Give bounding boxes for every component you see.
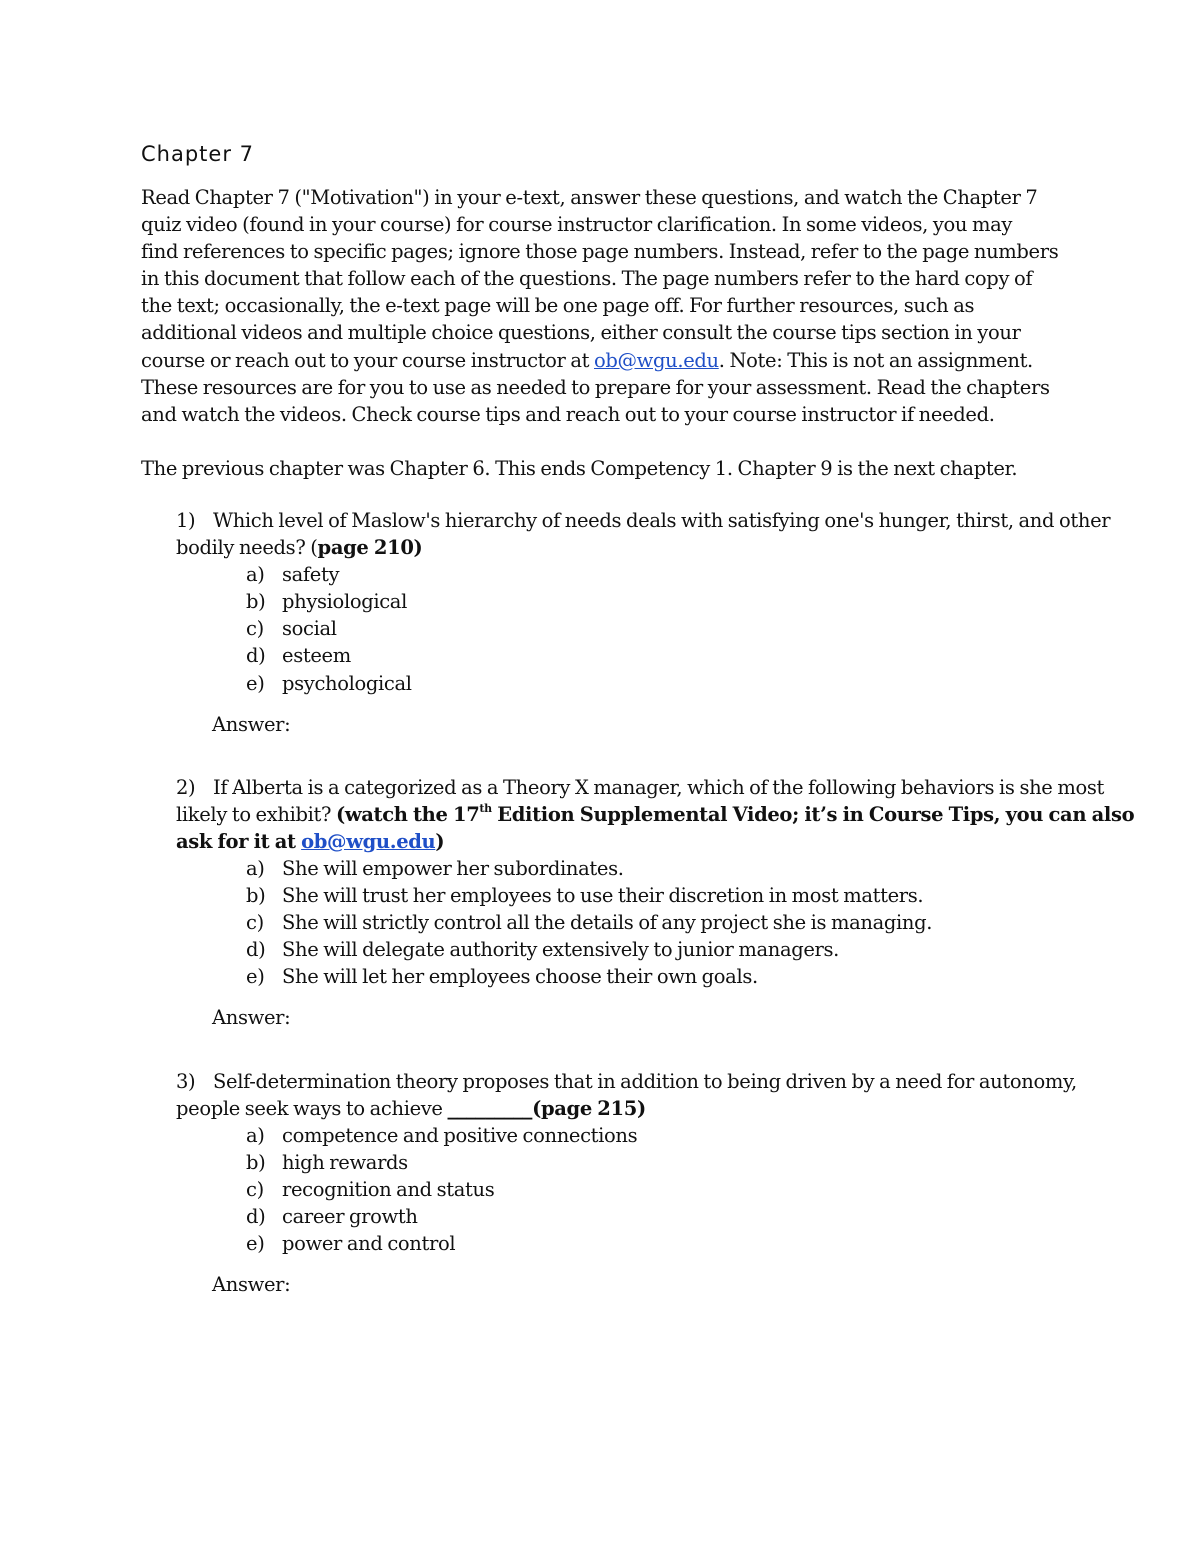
question-text-line xyxy=(176,1068,1126,1095)
option-item xyxy=(246,1122,1126,1149)
option-letter: b) xyxy=(246,884,266,908)
answer-options xyxy=(176,1122,1126,1257)
question-2 xyxy=(176,774,1135,1032)
intro-line: These resources are for you to use as needed to prepare for your assessment. Read the chapters xyxy=(141,375,1050,399)
video-reference: ask for it at xyxy=(176,829,302,853)
option-text: safety xyxy=(282,563,340,587)
option-text: esteem xyxy=(282,644,351,668)
option-letter: e) xyxy=(246,671,265,695)
option-item xyxy=(246,963,1126,990)
option-letter: e) xyxy=(246,1232,265,1256)
question-text-line xyxy=(176,801,1135,828)
intro-paragraph xyxy=(141,184,1071,428)
question-number: 1) xyxy=(176,508,196,532)
option-text: high rewards xyxy=(282,1150,408,1174)
option-letter: b) xyxy=(246,590,266,614)
email-link[interactable]: ob@wgu.edu xyxy=(594,348,719,372)
option-item xyxy=(246,642,1126,669)
video-reference: Edition Supplemental Video; it’s in Course Tips, you can also xyxy=(491,802,1135,826)
question-text-line xyxy=(176,507,1126,534)
answer-options xyxy=(176,855,1126,990)
option-item xyxy=(246,561,1126,588)
question-text-line xyxy=(176,1095,1126,1122)
question-text: Which level of Maslow's hierarchy of needs deals with satisfying one's hunger, thirst, and other xyxy=(213,508,1111,532)
intro-line: and watch the videos. Check course tips and reach out to your course instructor if needed. xyxy=(141,402,995,426)
option-letter: b) xyxy=(246,1150,266,1174)
option-text: She will delegate authority extensively to junior managers. xyxy=(282,938,840,962)
option-text: psychological xyxy=(282,671,412,695)
question-text: likely to exhibit? xyxy=(176,802,336,826)
question-text-line xyxy=(176,828,1126,855)
chapter-title: Chapter 7 xyxy=(141,142,254,166)
question-text: people seek ways to achieve xyxy=(176,1096,448,1120)
answer-options xyxy=(176,561,1126,696)
option-item xyxy=(246,855,1126,882)
question-number: 2) xyxy=(176,775,196,799)
option-letter: a) xyxy=(246,856,265,880)
question-text-line xyxy=(176,774,1126,801)
option-text: She will empower her subordinates. xyxy=(282,856,624,880)
intro-line: additional videos and multiple choice questions, either consult the course tips section in your xyxy=(141,321,1021,345)
option-text: She will strictly control all the details of any project she is managing. xyxy=(282,911,933,935)
option-item xyxy=(246,882,1126,909)
question-text: Self-determination theory proposes that in addition to being driven by a need for autonomy, xyxy=(213,1069,1077,1093)
option-text: career growth xyxy=(282,1205,418,1228)
option-item xyxy=(246,936,1126,963)
option-letter: d) xyxy=(246,938,266,962)
option-item xyxy=(246,588,1126,615)
option-text: recognition and status xyxy=(282,1177,495,1201)
option-letter: d) xyxy=(246,644,266,668)
option-letter: c) xyxy=(246,617,264,641)
option-item xyxy=(246,909,1126,936)
option-letter: a) xyxy=(246,563,265,587)
option-item xyxy=(246,1230,1126,1257)
option-text: social xyxy=(282,617,337,641)
option-letter: c) xyxy=(246,1177,264,1201)
option-item xyxy=(246,1149,1126,1176)
question-1 xyxy=(176,507,1126,738)
superscript: th xyxy=(479,801,492,815)
option-text: power and control xyxy=(282,1232,456,1256)
answer-label: Answer: xyxy=(212,712,291,736)
option-text: She will let her employees choose their own goals. xyxy=(282,965,758,989)
previous-chapter-note: The previous chapter was Chapter 6. This ends Competency 1. Chapter 9 is the next chapter. xyxy=(141,456,1018,480)
option-text: She will trust her employees to use their discretion in most matters. xyxy=(282,884,924,908)
page-reference: _________(page 215) xyxy=(447,1096,646,1120)
answer-label: Answer: xyxy=(212,1273,291,1297)
intro-line-with-email xyxy=(141,347,1071,374)
option-item xyxy=(246,1203,1126,1230)
document-page xyxy=(141,138,1135,1298)
answer-label: Answer: xyxy=(212,1006,291,1030)
option-text: competence and positive connections xyxy=(282,1123,638,1147)
video-reference: (watch the 17 xyxy=(335,802,480,826)
intro-line: the text; occasionally, the e-text page will be one page off. For further resources, such as xyxy=(141,294,975,318)
question-text-line xyxy=(176,534,1126,561)
option-text: physiological xyxy=(282,590,407,614)
option-letter: d) xyxy=(246,1205,266,1228)
video-reference-close: ) xyxy=(435,829,445,853)
question-3 xyxy=(176,1068,1126,1299)
question-text: bodily needs? ( xyxy=(176,536,318,560)
option-letter: e) xyxy=(246,965,265,989)
option-item xyxy=(246,615,1126,642)
email-link[interactable]: ob@wgu.edu xyxy=(301,829,436,853)
intro-line: in this document that follow each of the questions. The page numbers refer to the hard copy of xyxy=(141,267,1033,291)
page-reference: page 210) xyxy=(317,536,423,560)
intro-line: Read Chapter 7 ("Motivation") in your e-text, answer these questions, and watch the Chapter 7 xyxy=(141,186,1038,209)
option-letter: a) xyxy=(246,1123,265,1147)
question-text: If Alberta is a categorized as a Theory X manager, which of the following behaviors is she most xyxy=(213,775,1105,799)
intro-text: course or reach out to your course instructor at xyxy=(141,348,594,372)
question-number: 3) xyxy=(176,1069,196,1093)
option-item xyxy=(246,670,1126,697)
option-letter: c) xyxy=(246,911,264,935)
intro-line: quiz video (found in your course) for course instructor clarification. In some videos, you may xyxy=(141,213,1013,237)
intro-line: find references to specific pages; ignore those page numbers. Instead, refer to the page numbers xyxy=(141,240,1059,264)
intro-text: . Note: This is not an assignment. xyxy=(718,348,1033,372)
option-item xyxy=(246,1176,1126,1203)
